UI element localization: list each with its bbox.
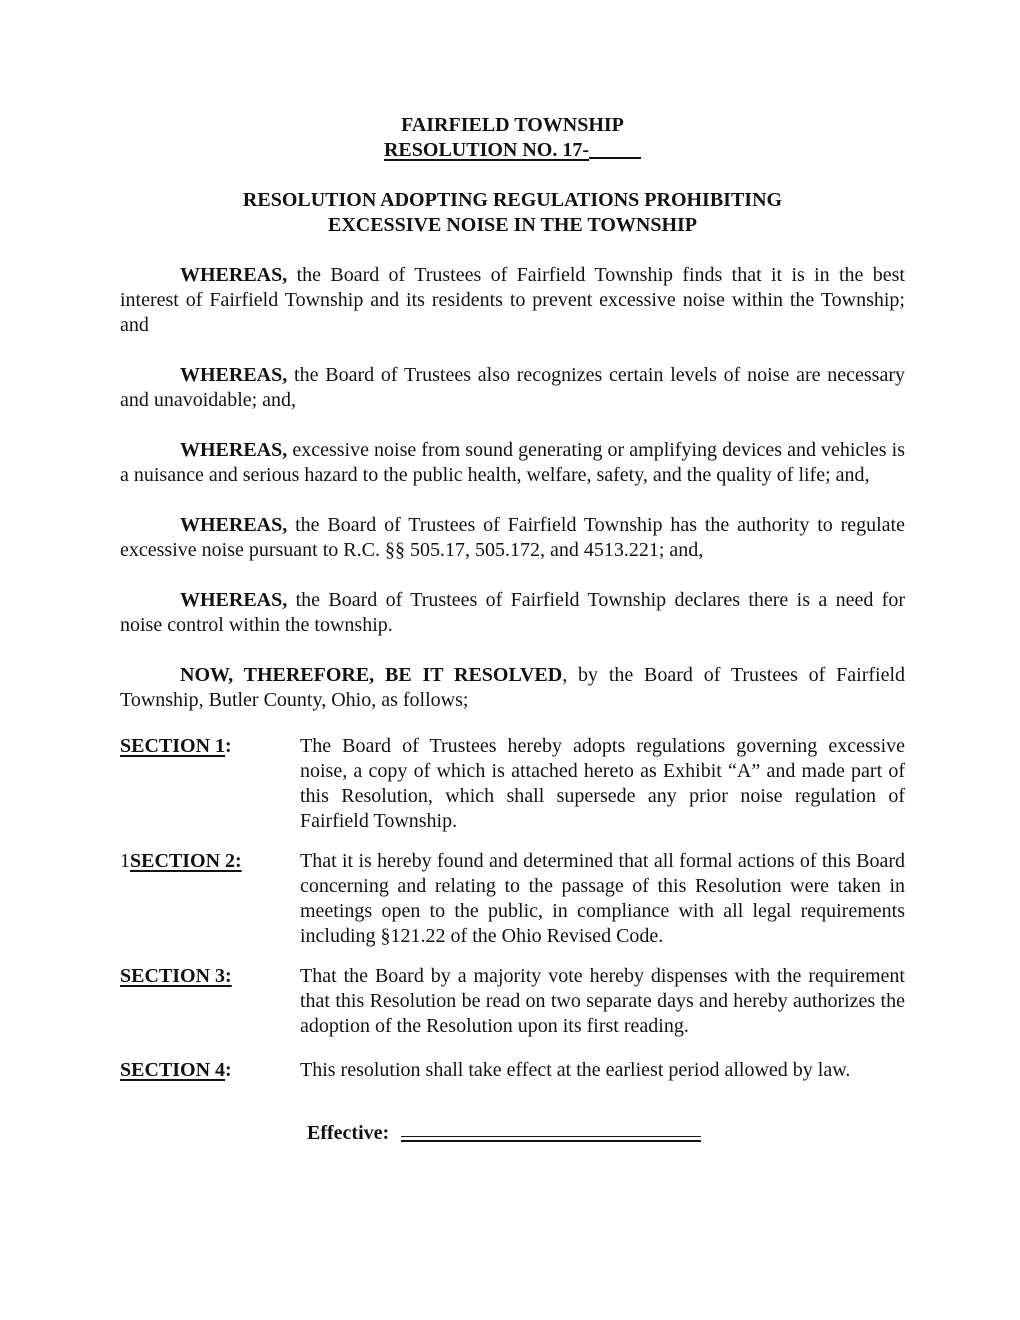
section-1-label — [120, 734, 300, 834]
paragraph-lead: WHEREAS, — [180, 264, 288, 286]
whereas-paragraph-3 — [120, 438, 905, 488]
section-1 — [120, 734, 905, 834]
section-4-body: This resolution shall take effect at the earliest period allowed by law. — [300, 1059, 851, 1081]
whereas-paragraph-2 — [120, 363, 905, 413]
section-3 — [120, 964, 905, 1039]
paragraph-body: excessive noise from sound generating or amplifying devices and vehicles is a nuisance and serious hazard to the public health, welfare, safety, and the quality of life; and, — [120, 439, 905, 486]
section-label-text: SECTION 3: — [120, 965, 232, 987]
whereas-paragraph-4 — [120, 513, 905, 563]
paragraph-body: the Board of Trustees of Fairfield Township declares there is a need for noise control within the township. — [120, 589, 905, 636]
section-label-colon: : — [225, 1059, 232, 1081]
section-label-prefix: 1 — [120, 850, 130, 872]
paragraph-body: , by the Board of Trustees of Fairfield Township, Butler County, Ohio, as follows; — [120, 664, 906, 711]
header-spacer — [120, 163, 905, 188]
document-header — [120, 113, 905, 238]
paragraph-lead: WHEREAS, — [180, 589, 288, 611]
paragraph-body: the Board of Trustees of Fairfield Township finds that it is in the best interest of Fairfield Township and its residents to prevent excessive noise within the Township; and — [120, 264, 905, 336]
paragraph-body: the Board of Trustees also recognizes certain levels of noise are necessary and unavoidable; and, — [120, 364, 905, 411]
section-3-body: That the Board by a majority vote hereby dispenses with the requirement that this Resolution be read on two separate days and hereby authorizes the adoption of the Resolution upon its first reading. — [300, 965, 905, 1037]
resolution-number: RESOLUTION NO. 17- — [383, 139, 590, 161]
paragraph-lead: WHEREAS, — [180, 364, 288, 386]
whereas-paragraph-1 — [120, 263, 905, 338]
paragraph-lead: WHEREAS, — [180, 514, 288, 536]
section-label-text: SECTION 4 — [120, 1059, 226, 1081]
effective-block — [307, 1121, 905, 1146]
township-title: FAIRFIELD TOWNSHIP — [401, 114, 624, 136]
paragraph-lead: WHEREAS, — [180, 439, 288, 461]
paragraph-lead: NOW, THEREFORE, BE IT RESOLVED — [180, 664, 563, 686]
resolution-subtitle-line2: EXCESSIVE NOISE IN THE TOWNSHIP — [327, 214, 698, 236]
section-2-label — [120, 849, 300, 949]
effective-date-blank-line — [401, 1136, 701, 1142]
section-2 — [120, 849, 905, 949]
resolution-number-line — [120, 138, 905, 163]
resolved-paragraph — [120, 663, 905, 713]
section-1-body: The Board of Trustees hereby adopts regulations governing excessive noise, a copy of which is attached hereto as Exhibit “A” and made part of this Resolution, which shall supersede any prior noise regulation of Fairfield Township. — [300, 735, 905, 832]
section-label-colon: : — [225, 735, 232, 757]
whereas-paragraph-5 — [120, 588, 905, 638]
effective-label: Effective: — [307, 1122, 390, 1144]
section-4 — [120, 1058, 905, 1083]
section-4-label — [120, 1058, 300, 1083]
resolution-number-blank — [589, 157, 641, 159]
section-label-text: SECTION 2: — [130, 850, 242, 872]
section-label-text: SECTION 1 — [120, 735, 226, 757]
resolution-subtitle-line1: RESOLUTION ADOPTING REGULATIONS PROHIBITING — [242, 189, 783, 211]
section-3-label — [120, 964, 300, 1039]
paragraph-body: the Board of Trustees of Fairfield Township has the authority to regulate excessive noise pursuant to R.C. §§ 505.17, 505.172, and 4513.221; and, — [120, 514, 905, 561]
section-2-body: That it is hereby found and determined that all formal actions of this Board concerning and relating to the passage of this Resolution were taken in meetings open to the public, in compliance with all legal requirements including §121.22 of the Ohio Revised Code. — [300, 850, 905, 947]
